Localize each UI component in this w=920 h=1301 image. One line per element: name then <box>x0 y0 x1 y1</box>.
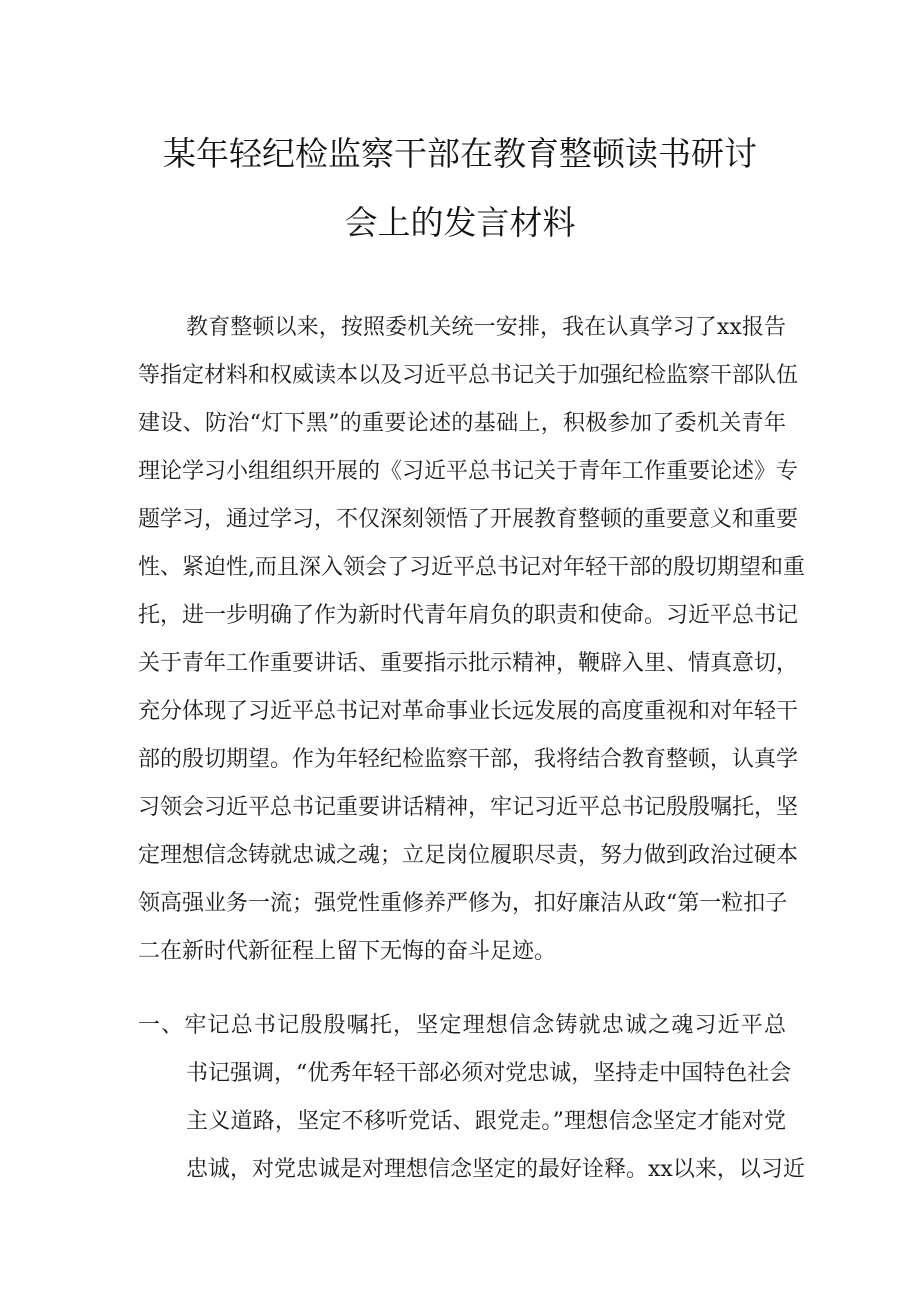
paragraph-1-line: 部的殷切期望。作为年轻纪检监察干部，我将结合教育整顿，认真学 <box>138 747 799 772</box>
paragraph-1-line: 题学习，通过学习，不仅深刻领悟了开展教育整顿的重要意义和重要 <box>138 507 799 532</box>
paragraph-1-line: 性、紧迫性,而且深入领会了习近平总书记对年轻干部的殷切期望和重 <box>138 555 805 580</box>
paragraph-1-line: 领高强业务一流；强党性重修养严修为，扣好廉洁从政“第一粒扣子 <box>138 891 788 916</box>
paragraph-2-line: 一、牢记总书记殷殷嘱托，坚定理想信念铸就忠诚之魂习近平总 <box>138 1013 786 1038</box>
paragraph-1-line: 理论学习小组组织开展的《习近平总书记关于青年工作重要论述》专 <box>138 459 799 484</box>
paragraph-1-line: 建设、防治“灯下黑”的重要论述的基础上，积极参加了委机关青年 <box>138 411 786 436</box>
document-title-line-1: 某年轻纪检监察干部在教育整顿读书研讨 <box>163 134 757 173</box>
paragraph-2-line: 书记强调，“优秀年轻干部必须对党忠诚，坚持走中国特色社会 <box>186 1061 792 1086</box>
paragraph-1-line: 充分体现了习近平总书记对革命事业长远发展的高度重视和对年轻干 <box>138 699 799 724</box>
document-title-line-2: 会上的发言材料 <box>344 203 576 242</box>
paragraph-1-line: 定理想信念铸就忠诚之魂；立足岗位履职尽责，努力做到政治过硬本 <box>138 843 799 868</box>
paragraph-1-line: 等指定材料和权威读本以及习近平总书记关于加强纪检监察干部队伍 <box>138 363 799 388</box>
paragraph-1-line: 托，进一步明确了作为新时代青年肩负的职责和使命。习近平总书记 <box>138 603 799 628</box>
paragraph-2-line: 忠诚，对党忠诚是对理想信念坚定的最好诠释。xx以来，以习近 <box>186 1157 805 1182</box>
paragraph-1-line: 关于青年工作重要讲话、重要指示批示精神，鞭辟入里、情真意切， <box>138 651 799 676</box>
paragraph-1-line: 教育整顿以来，按照委机关统一安排，我在认真学习了xx报告 <box>186 315 786 340</box>
paragraph-1-line: 习领会习近平总书记重要讲话精神，牢记习近平总书记殷殷嘱托，坚 <box>138 795 799 820</box>
paragraph-2-line: 主义道路，坚定不移听党话、跟党走。”理想信念坚定才能对党 <box>186 1109 786 1134</box>
paragraph-1-line: 二在新时代新征程上留下无悔的奋斗足迹。 <box>138 939 557 964</box>
